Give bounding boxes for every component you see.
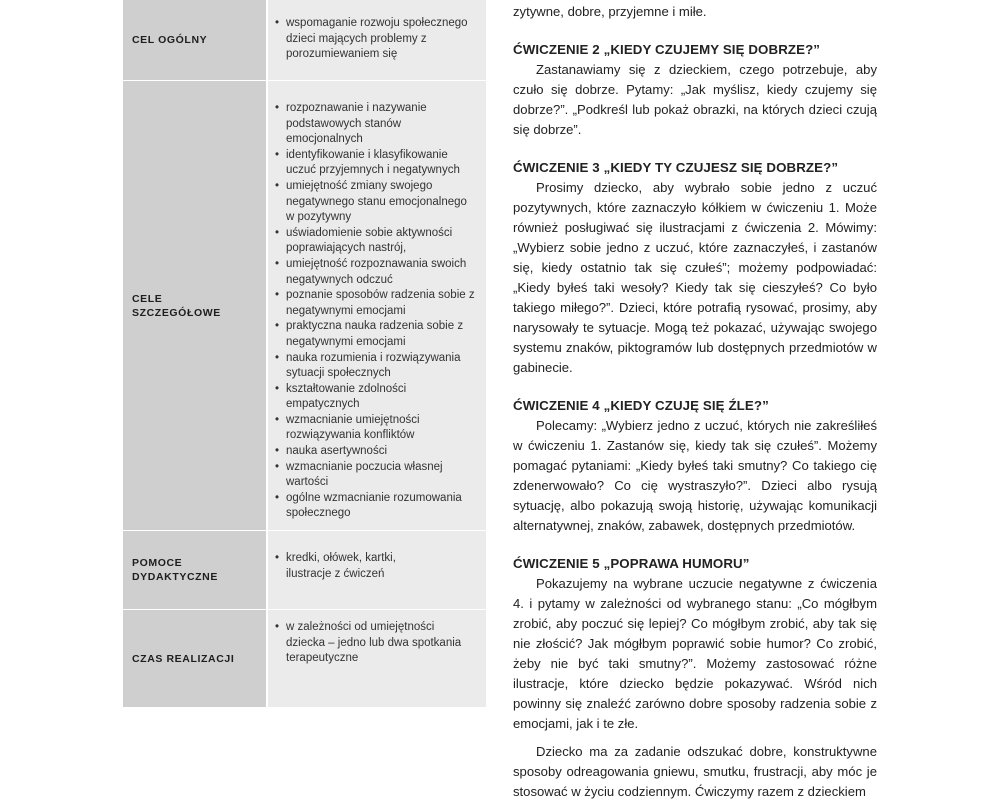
row-label: CELE SZCZEGÓŁOWE	[132, 292, 221, 319]
bullet-list	[275, 551, 425, 582]
section-heading: ĆWICZENIE 3 „KIEDY TY CZUJESZ SIĘ DOBRZE?”	[513, 160, 839, 175]
row-content-cell	[268, 531, 486, 609]
list-item: • umiejętność zmiany swojego negatywnego stanu emocjonalnego w pozytywny	[275, 179, 475, 226]
list-item: • umiejętność rozpoznawania swoich negatywnych odczuć	[275, 257, 475, 288]
row-label: CEL OGÓLNY	[132, 34, 208, 46]
table-row	[123, 81, 486, 530]
list-item: • poznanie sposobów radzenia sobie z negatywnymi emocjami	[275, 288, 475, 319]
list-item: • identyfikowanie i klasyfikowanie uczuć przyjemnych i negatywnych	[275, 148, 475, 179]
list-item: • nauka asertywności	[275, 444, 475, 460]
lesson-plan-table	[123, 0, 486, 707]
section-heading: ĆWICZENIE 4 „KIEDY CZUJĘ SIĘ ŹLE?”	[513, 398, 769, 413]
row-content-cell	[268, 610, 486, 707]
list-item: • wzmacnianie umiejętności rozwiązywania konfliktów	[275, 413, 475, 444]
table-row	[123, 610, 486, 707]
paragraph: Prosimy dziecko, aby wybrało sobie jedno z uczuć pozytywnych, które zaznaczyło kółkiem w ćwiczeniu 1. Może również posługiwać się ilustracjami z ćwiczenia 2. Mówimy: „Wybierz sobie jedno z uczuć, które zaznaczyłeś, i zastanów się, kiedy ostatnio tak się czułeś”; możemy podpowiadać: „Kiedy byłeś taki wesoły? Kiedy tak się cieszyłeś? Co było takiego miłego?”. Dzieci, które potrafią rysować, prosimy, aby narysowały te sytuacje. Mogą też pokazać, używając swojego systemu znaków, piktogramów lub dostępnych przedmiotów w gabinecie.	[513, 180, 877, 375]
list-item: • kredki, ołówek, kartki, ilustracje z ćwiczeń	[275, 551, 425, 582]
section-heading: ĆWICZENIE 5 „POPRAWA HUMORU”	[513, 556, 750, 571]
list-item: • praktyczna nauka radzenia sobie z negatywnymi emocjami	[275, 319, 475, 350]
list-item: • ogólne wzmacnianie rozumowania społecznego	[275, 491, 475, 522]
row-label: CZAS REALIZACJI	[132, 652, 235, 665]
row-label-cell	[123, 610, 266, 707]
list-item: • nauka rozumienia i rozwiązywania sytuacji społecznych	[275, 351, 475, 382]
section-heading: ĆWICZENIE 2 „KIEDY CZUJEMY SIĘ DOBRZE?”	[513, 42, 821, 57]
table-row	[123, 531, 486, 609]
paragraph: Pokazujemy na wybrane uczucie negatywne z ćwiczenia 4. i pytamy w zależności od wybranego stanu: „Co mógłbym zrobić, aby poczuć się lepiej? Co mógłbym zrobić, aby tak się nie złościć? Jak mógłbym poprawić sobie humor? Co zrobić, żeby nie być taki smutny?”. Możemy zastosować różne ilustracje, które dziecko będzie pokazywać. Wśród nich powinny się znaleźć zarówno dobre sposoby radzenia sobie z emocjami, jak i te złe.	[513, 576, 877, 731]
paragraph: zytywne, dobre, przyjemne i miłe.	[513, 4, 707, 19]
row-label-cell	[123, 531, 266, 609]
row-label-cell	[123, 81, 266, 530]
list-item: • rozpoznawanie i nazywanie podstawowych stanów emocjonalnych	[275, 101, 475, 148]
paragraph: Polecamy: „Wybierz jedno z uczuć, których nie zakreśliłeś w ćwiczeniu 1. Zastanów się, kiedy tak się czułeś”. Możemy pomagać pytaniami: „Kiedy byłeś taki smutny? Co takiego cię zdenerwowało? Co cię wystraszyło?”. Dzieci albo rysują sytuację, albo pokazują swoją historię, używając komunikacji alternatywnej, znaków, zabawek, dostępnych przedmiotów.	[513, 418, 877, 533]
list-item: • kształtowanie zdolności empatycznych	[275, 382, 475, 413]
body-text-column	[513, 0, 877, 802]
list-item: • w zależności od umiejętności dziecka – jedno lub dwa spotkania terapeutyczne	[275, 620, 465, 667]
row-content-cell	[268, 81, 486, 530]
bullet-list	[275, 620, 465, 667]
bullet-list	[275, 16, 486, 63]
bullet-list	[275, 101, 475, 522]
paragraph: Dziecko ma za zadanie odszukać dobre, konstruktywne sposoby odreagowania gniewu, smutku, frustracji, aby móc je stosować w życiu codziennym. Ćwiczymy razem z dzieckiem	[513, 744, 877, 799]
table-row	[123, 0, 486, 80]
list-item: • wzmacnianie poczucia własnej wartości	[275, 460, 475, 491]
row-content-cell	[268, 0, 486, 80]
row-label: POMOCE DYDAKTYCZNE	[132, 557, 218, 583]
list-item: • uświadomienie sobie aktywności poprawiających nastrój,	[275, 226, 475, 257]
row-label-cell	[123, 0, 266, 80]
list-item: • wspomaganie rozwoju społecznego dzieci mających problemy z porozumiewaniem się	[275, 16, 486, 63]
paragraph: Zastanawiamy się z dzieckiem, czego potrzebuje, aby czuło się dobrze. Pytamy: „Jak myślisz, kiedy czujemy się dobrze?”. „Podkreśl lub pokaż obrazki, na których dzieci czują się dobrze”.	[513, 62, 877, 137]
